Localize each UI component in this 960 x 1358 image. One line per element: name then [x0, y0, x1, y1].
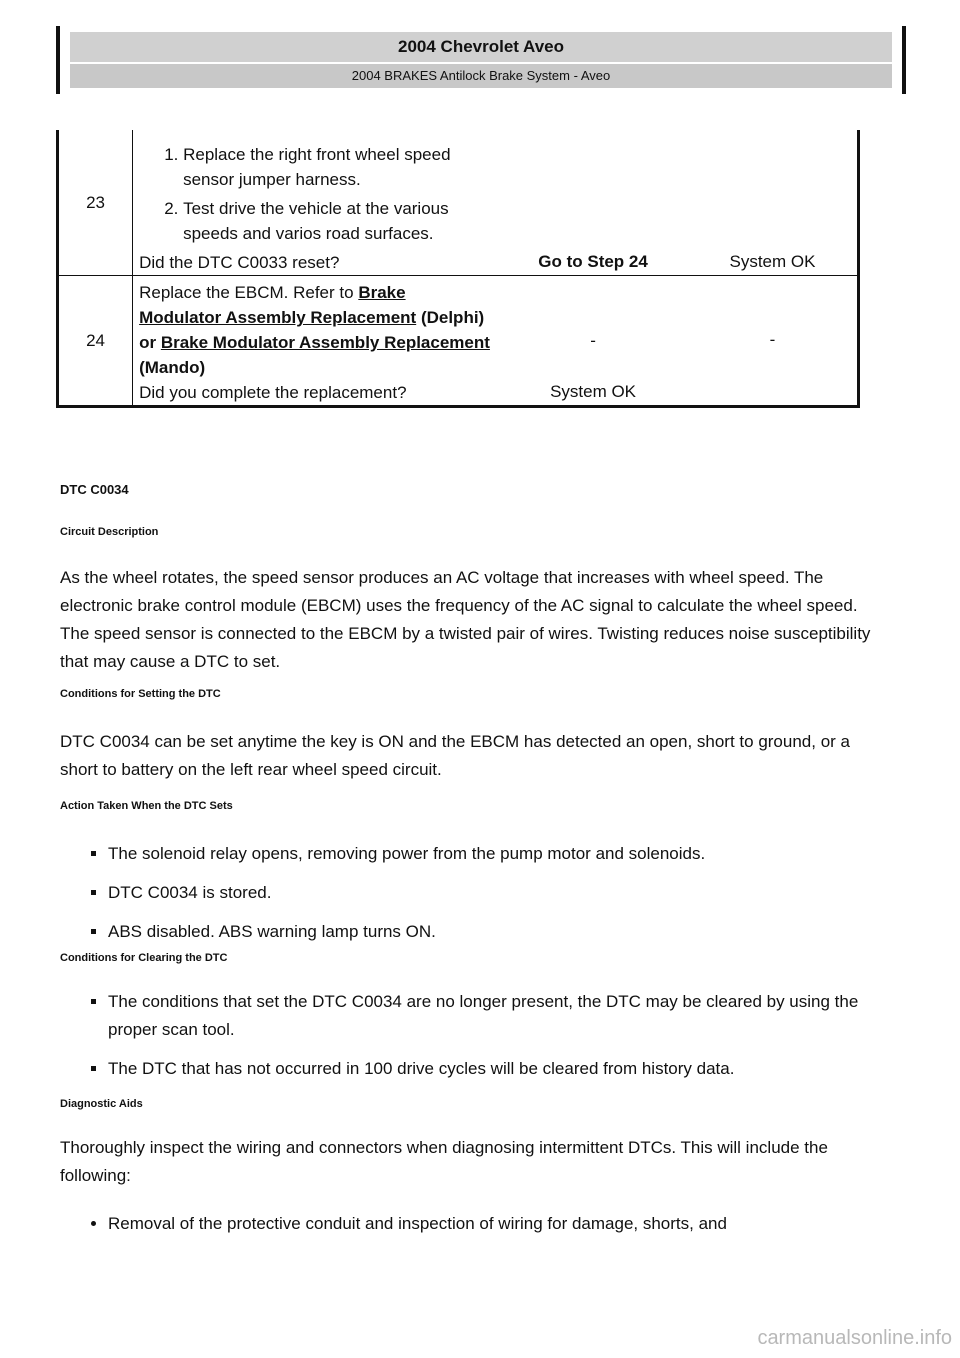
list-item: 2. Test drive the vehicle at the various speeds and varios road surfaces. — [183, 196, 492, 246]
table-row — [58, 130, 859, 276]
table-row — [58, 276, 859, 407]
brake-modulator-link-delphi[interactable]: Brake Modulator Assembly Replacement — [139, 283, 417, 327]
setting-heading: Conditions for Setting the DTC — [60, 688, 221, 700]
dtc-title: DTC C0034 — [60, 482, 129, 497]
step-yes — [498, 130, 688, 276]
brake-modulator-link-mando[interactable]: Brake Modulator Assembly Replacement — [160, 333, 490, 352]
aids-heading: Diagnostic Aids — [60, 1098, 143, 1110]
action-list — [60, 840, 890, 957]
circuit-text: As the wheel rotates, the speed sensor produces an AC voltage that increases with wheel speed. The electronic brake control module (EBCM) uses the frequency of the AC signal to calculate the wheel speed. The speed sensor is connected to the EBCM by a twisted pair of wires. Twisting reduces noise susceptibility that may cause a DTC to set. — [60, 568, 871, 671]
step-action: Replace the EBCM. Refer to Brake Modulator Assembly Replacement (Delphi) or Brake Modulator Assembly Replacement (Mando) Did you complete the replacement? — [133, 276, 499, 407]
list-item: ▪ ABS disabled. ABS warning lamp turns ON. — [108, 918, 890, 946]
step-no: System OK — [688, 130, 859, 276]
clearing-list — [60, 988, 890, 1094]
diagnostic-table — [56, 130, 860, 408]
header-subtitle: 2004 BRAKES Antilock Brake System - Aveo — [70, 64, 892, 88]
aids-text: Thoroughly inspect the wiring and connectors when diagnosing intermittent DTCs. This will include the following: — [60, 1138, 828, 1185]
clearing-heading: Conditions for Clearing the DTC — [60, 952, 228, 964]
page-header — [56, 26, 906, 94]
step-action — [133, 130, 499, 276]
list-item: ▪ The solenoid relay opens, removing power from the pump motor and solenoids. — [108, 840, 890, 868]
step-question: Did you complete the replacement? — [139, 383, 407, 402]
step-no: - — [688, 276, 859, 407]
list-item: • Removal of the protective conduit and inspection of wiring for damage, shorts, and — [108, 1210, 890, 1238]
aids-list — [60, 1210, 890, 1238]
step-question: Did the DTC C0033 reset? — [139, 253, 340, 272]
list-item: 1. Replace the right front wheel speed sensor jumper harness. — [183, 142, 492, 192]
list-item: ▪ DTC C0034 is stored. — [108, 879, 890, 907]
header-title: 2004 Chevrolet Aveo — [70, 32, 892, 62]
list-item: ▪ The DTC that has not occurred in 100 drive cycles will be cleared from history data. — [108, 1055, 890, 1083]
action-heading: Action Taken When the DTC Sets — [60, 800, 233, 812]
watermark: carmanualsonline.info — [757, 1327, 952, 1349]
circuit-heading: Circuit Description — [60, 526, 159, 538]
step-number: 24 — [58, 276, 133, 407]
goto-step-link[interactable]: Go to Step 24 — [538, 252, 648, 271]
step-number: 23 — [58, 130, 133, 276]
setting-text: DTC C0034 can be set anytime the key is ON and the EBCM has detected an open, short to ground, or a short to battery on the left rear wheel speed circuit. — [60, 732, 850, 779]
step-yes: - System OK — [498, 276, 688, 407]
list-item: ▪ The conditions that set the DTC C0034 are no longer present, the DTC may be cleared by using the proper scan tool. — [108, 988, 890, 1044]
